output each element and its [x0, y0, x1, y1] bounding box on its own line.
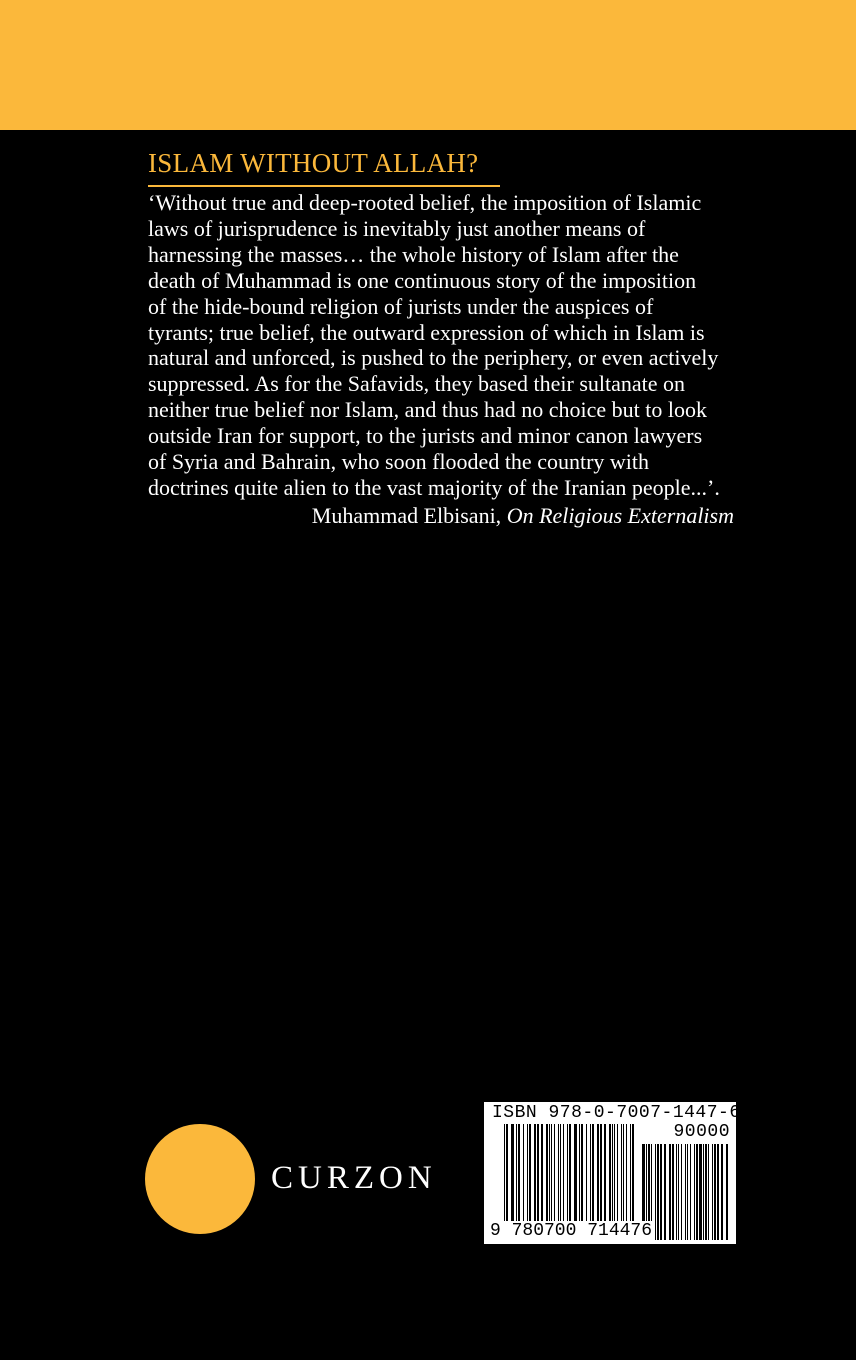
- attribution-work: On Religious Externalism: [506, 503, 734, 528]
- barcode-bar: [669, 1144, 671, 1240]
- barcode-bar: [534, 1124, 536, 1222]
- barcode-bar: [630, 1124, 631, 1222]
- top-color-band: [0, 0, 856, 130]
- barcode-bar: [703, 1144, 704, 1240]
- quote-line: death of Muhammad is one continuous story of the imposition: [148, 267, 697, 293]
- quote-line: of Syria and Bahrain, who soon flooded the country with: [148, 449, 650, 475]
- barcode-bar: [687, 1144, 688, 1240]
- barcode-bar: [699, 1144, 702, 1240]
- barcode-bar: [678, 1144, 679, 1240]
- quote-line: laws of jurisprudence is inevitably just another means of: [148, 215, 646, 241]
- barcode-bar: [614, 1124, 615, 1222]
- barcode-bar: [672, 1144, 674, 1240]
- barcode-bar: [617, 1124, 618, 1222]
- barcode-bar: [712, 1144, 713, 1240]
- barcode-bar: [554, 1124, 555, 1222]
- barcode-bar: [549, 1124, 550, 1222]
- barcode-bar: [655, 1144, 656, 1240]
- barcode-bar: [581, 1124, 583, 1222]
- barcode-bar: [590, 1124, 591, 1222]
- barcode-bar: [592, 1124, 594, 1222]
- barcode-bar: [694, 1144, 695, 1240]
- price-code: 90000: [673, 1122, 730, 1142]
- barcode-bar: [546, 1124, 548, 1222]
- publisher-name: CURZON: [271, 1160, 437, 1196]
- barcode-bar: [685, 1144, 686, 1240]
- barcode-bar: [518, 1124, 520, 1222]
- barcode-bar: [664, 1144, 666, 1240]
- barcode-bar: [537, 1124, 539, 1222]
- barcode-bar: [690, 1144, 691, 1240]
- barcode-bar: [527, 1124, 528, 1222]
- ean-digits: 9 780700 714476: [490, 1221, 653, 1241]
- quote-line: outside Iran for support, to the jurists and minor canon lawyers: [148, 423, 703, 449]
- barcode-bar: [626, 1124, 627, 1222]
- barcode-bar: [563, 1124, 564, 1222]
- barcode-bar: [612, 1124, 613, 1222]
- barcode-bar: [541, 1124, 543, 1222]
- barcode-bar: [660, 1144, 662, 1240]
- barcode-bar: [708, 1144, 709, 1240]
- barcode-bar: [721, 1144, 723, 1240]
- barcode-bar: [558, 1124, 559, 1222]
- quote-line: tyrants; true belief, the outward expression of which in Islam is: [148, 319, 705, 345]
- barcode-bar: [523, 1124, 524, 1222]
- barcode-bar: [579, 1124, 580, 1222]
- barcode-bar: [623, 1124, 624, 1222]
- quote-line: of the hide-bound religion of jurists under the auspices of: [148, 293, 654, 319]
- barcode-bar: [717, 1144, 719, 1240]
- barcode-bar: [516, 1124, 517, 1222]
- quote-attribution: [312, 503, 734, 529]
- barcode-bar: [696, 1144, 698, 1240]
- barcode-bar: [714, 1144, 716, 1240]
- quote-line: suppressed. As for the Safavids, they based their sultanate on: [148, 371, 686, 397]
- publisher-logo-circle: [145, 1124, 255, 1234]
- quote-line: natural and unforced, is pushed to the periphery, or even actively: [148, 345, 719, 371]
- quote-line: harnessing the masses… the whole history of Islam after the: [148, 241, 679, 267]
- title-underline: [148, 185, 500, 187]
- barcode-bar: [529, 1124, 531, 1222]
- barcode-bar: [676, 1144, 677, 1240]
- barcode-bar: [657, 1144, 659, 1240]
- barcode-bar: [574, 1124, 577, 1222]
- barcode-bar: [600, 1124, 602, 1222]
- barcode-bar: [681, 1144, 682, 1240]
- attribution-author: Muhammad Elbisani,: [311, 503, 502, 528]
- barcode-bar: [726, 1144, 728, 1240]
- quote-line: doctrines quite alien to the vast majority of the Iranian people...’.: [148, 474, 720, 500]
- quote-line: ‘Without true and deep-rooted belief, the imposition of Islamic: [148, 190, 702, 215]
- barcode-bar: [567, 1124, 568, 1222]
- barcode-bar: [604, 1124, 606, 1222]
- barcode-bar: [705, 1144, 707, 1240]
- barcode-bar: [551, 1124, 552, 1222]
- barcode-bar: [609, 1124, 611, 1222]
- barcode-bar: [569, 1124, 571, 1222]
- isbn-label: ISBN 978-0-7007-1447-6: [492, 1103, 741, 1123]
- barcode-bar: [560, 1124, 561, 1222]
- barcode-bar: [511, 1124, 514, 1222]
- quote-line: neither true belief nor Islam, and thus had no choice but to look: [148, 397, 708, 423]
- barcode-bar: [621, 1124, 622, 1222]
- barcode-bar: [586, 1124, 587, 1222]
- blurb-quote: [148, 190, 748, 501]
- back-cover-title: ISLAM WITHOUT ALLAH?: [148, 148, 479, 178]
- barcode-bar: [597, 1124, 599, 1222]
- isbn-barcode: [484, 1102, 741, 1244]
